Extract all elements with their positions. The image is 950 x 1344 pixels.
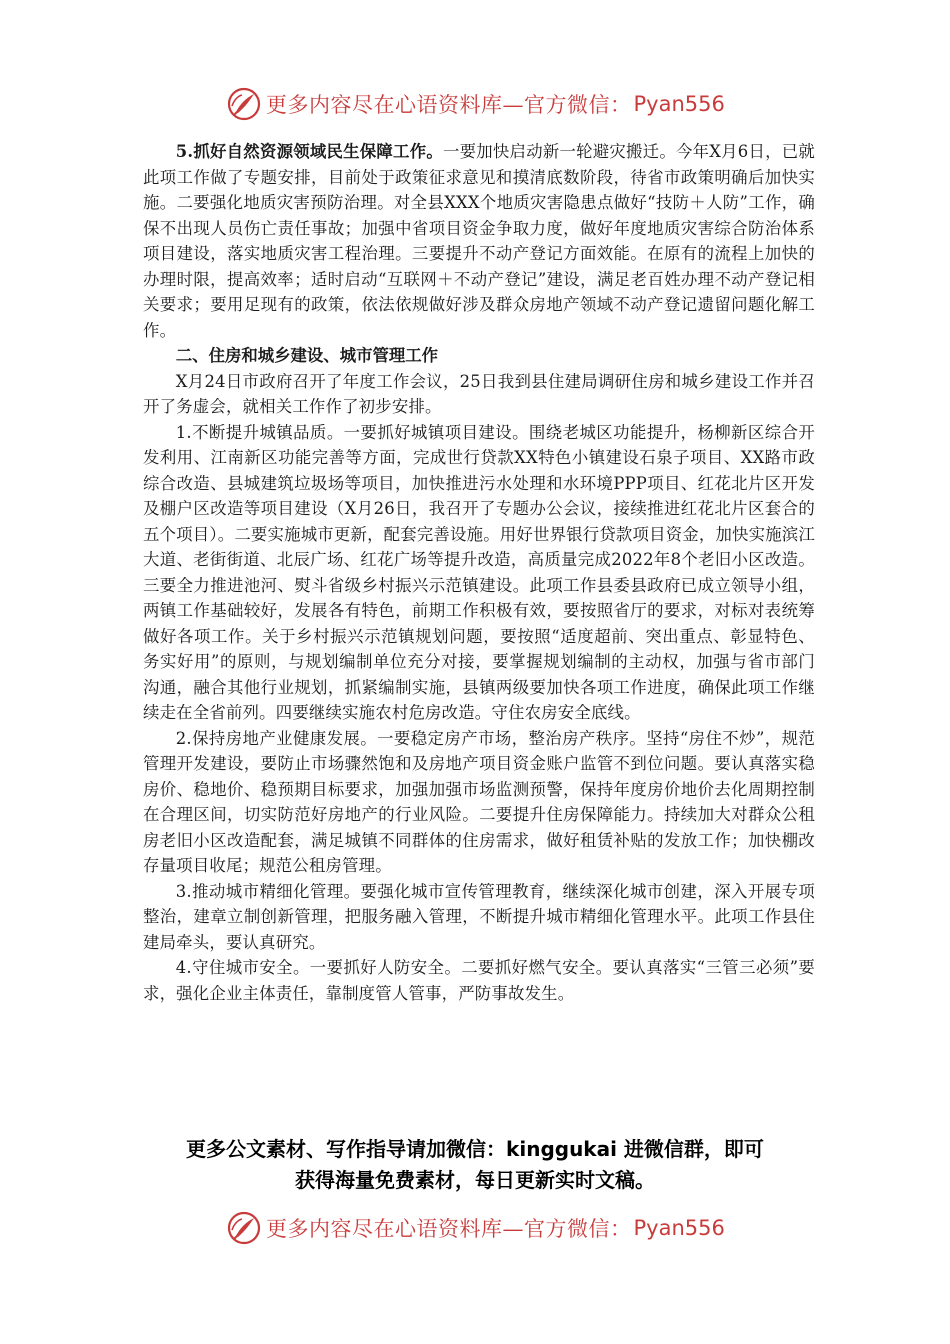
paragraph-item-4: 4.守住城市安全。一要抓好人防安全。二要抓好燃气安全。要认真落实“三管三必须”要求，强化企业主体责任，靠制度管人管事，严防事故发生。 xyxy=(143,958,815,1003)
promo-line-1: 更多公文素材、写作指导请加微信：kinggukai 进微信群，即可 xyxy=(186,1137,764,1161)
pen-leaf-logo-icon xyxy=(226,86,262,122)
paragraph-item-2: 2.保持房地产业健康发展。一要稳定房产市场，整治房产秩序。坚持“房住不炒”，规范管理开发建设，要防止市场骤然饱和及房地产项目资金账户监管不到位问题。要认真落实稳房价、稳地价、稳预期目标要求，加强加强市场监测预警，保持年度房价地价去化周期控制在合理区间，切实防范好房地产的行业风险。二要提升住房保障能力。持续加大对群众公租房老旧小区改造配套，满足城镇不同群体的住房需求，做好租赁补贴的发放工作；加快棚改存量项目收尾；规范公租房管理。 xyxy=(143,728,815,875)
banner-text: 更多内容尽在心语资料库—官方微信： xyxy=(266,93,632,117)
bottom-watermark-banner xyxy=(226,1208,725,1248)
banner-text: 更多内容尽在心语资料库—官方微信： xyxy=(266,1217,632,1241)
paragraph-natural-resources xyxy=(143,139,815,343)
paragraph-lead: 5.抓好自然资源领域民生保障工作。 xyxy=(175,142,443,161)
pen-leaf-logo-icon xyxy=(226,1210,262,1246)
paragraph-item-1: 1.不断提升城镇品质。一要抓好城镇项目建设。围绕老城区功能提升，杨柳新区综合开发利用、江南新区功能完善等方面，完成世行贷款XX特色小镇建设石泉子项目、XX路市政综合改造、县城建筑垃圾场等项目，加快推进污水处理和水环境PPP项目、红花北片区开发及棚户区改造等项目建设（X月26日，我召开了专题办公会议，接续推进红花北片区套合的五个项目）。二要实施城市更新，配套完善设施。用好世界银行贷款项目资金，加快实施滨江大道、老街街道、北辰广场、红花广场等提升改造，高质量完成2022年8个老旧小区改造。三要全力推进池河、熨斗省级乡村振兴示范镇建设。此项工作县委县政府已成立领导小组，两镇工作基础较好，发展各有特色，前期工作积极有效，要按照省厅的要求，对标对表统筹做好各项工作。关于乡村振兴示范镇规划问题，要按照“适度超前、突出重点、彰显特色、务实好用”的原则，与规划编制单位充分对接，要掌握规划编制的主动权，加强与省市部门沟通，融合其他行业规划，抓紧编制实施，县镇两级要加快各项工作进度，确保此项工作继续走在全省前列。四要继续实施农村危房改造。守住农房安全底线。 xyxy=(143,422,816,722)
top-watermark-banner xyxy=(226,84,725,124)
banner-wechat-handle: Pyan556 xyxy=(633,1216,725,1240)
banner-wechat-handle: Pyan556 xyxy=(633,92,725,116)
promo-line-2: 获得海量免费素材，每日更新实时文稿。 xyxy=(295,1168,655,1192)
paragraph-intro: X月24日市政府召开了年度工作会议，25日我到县住建局调研住房和城乡建设工作并召开了务虚会，就相关工作作了初步安排。 xyxy=(143,371,815,416)
paragraph-item-3: 3.推动城市精细化管理。要强化城市宣传管理教育，继续深化城市创建，深入开展专项整治，建章立制创新管理，把服务融入管理，不断提升城市精细化管理水平。此项工作县住建局牵头，要认真研究。 xyxy=(143,881,815,952)
paragraph-text: 一要加快启动新一轮避灾搬迁。今年X月6日，已就此项工作做了专题安排，目前处于政策征求意见和摸清底数阶段，待省市政策明确后加快实施。二要强化地质灾害预防治理。对全县XXX个地质灾害隐患点做好“技防＋人防”工作，确保不出现人员伤亡责任事故；加强中省项目资金争取力度，做好年度地质灾害综合防治体系项目建设，落实地质灾害工程治理。三要提升不动产登记方面效能。在原有的流程上加快的办理时限，提高效率；适时启动“互联网＋不动产登记”建设，满足老百姓办理不动产登记相关要求；要用足现有的政策，依法依规做好涉及群众房地产领域不动产登记遗留问题化解工作。 xyxy=(143,142,815,340)
document-body xyxy=(143,139,815,1006)
promo-notice xyxy=(120,1134,830,1196)
section-heading: 二、住房和城乡建设、城市管理工作 xyxy=(175,346,439,365)
